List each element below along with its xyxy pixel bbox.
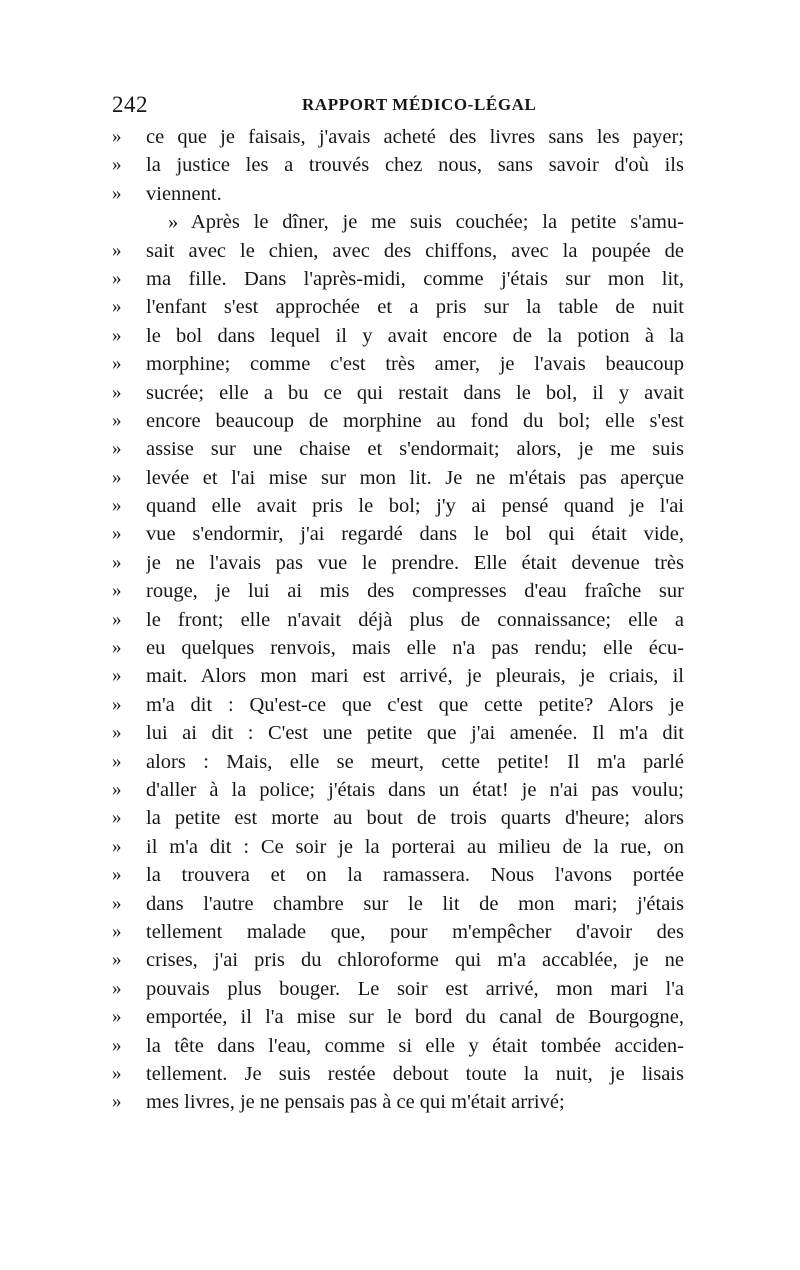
text-line (112, 890, 684, 918)
text-line (112, 946, 684, 974)
quotation-mark: » (112, 1006, 122, 1028)
text-line (112, 265, 684, 293)
line-text: je ne l'avais pas vue le prendre. Elle était devenue très (146, 551, 684, 574)
quotation-mark: » (112, 296, 122, 318)
quotation-mark: » (112, 324, 122, 346)
text-line (112, 748, 684, 776)
line-text: crises, j'ai pris du chloroforme qui m'a accablée, je ne (146, 949, 684, 972)
line-text: le bol dans lequel il y avait encore de la potion à la (146, 324, 684, 347)
line-text: mes livres, je ne pensais pas à ce qui m'était arrivé; (146, 1091, 565, 1114)
body-text (112, 123, 684, 1117)
text-line (112, 293, 684, 321)
text-line (112, 634, 684, 662)
quotation-mark: » (112, 920, 122, 942)
line-text: la tête dans l'eau, comme si elle y était tombée acciden- (146, 1034, 684, 1057)
line-text: levée et l'ai mise sur mon lit. Je ne m'étais pas aperçue (146, 466, 684, 489)
quotation-mark: » (112, 864, 122, 886)
text-line (112, 180, 684, 208)
line-text: la trouvera et on la ramassera. Nous l'avons portée (146, 864, 684, 887)
text-line (112, 1032, 684, 1060)
text-line (112, 322, 684, 350)
text-line (112, 804, 684, 832)
line-text: morphine; comme c'est très amer, je l'avais beaucoup (146, 353, 684, 376)
text-line (112, 435, 684, 463)
text-line (112, 577, 684, 605)
quotation-mark: » (112, 381, 122, 403)
quotation-mark: » (112, 523, 122, 545)
line-text: la petite est morte au bout de trois quarts d'heure; alors (146, 807, 684, 830)
text-line (112, 1088, 684, 1116)
quotation-mark: » (112, 608, 122, 630)
line-text: mait. Alors mon mari est arrivé, je pleurais, je criais, il (146, 665, 684, 688)
text-line (112, 975, 684, 1003)
line-text: sucrée; elle a bu ce qui restait dans le bol, il y avait (146, 381, 684, 404)
quotation-mark: » (112, 892, 122, 914)
quotation-mark: » (112, 1091, 122, 1113)
line-text: rouge, je lui ai mis des compresses d'eau fraîche sur (146, 580, 684, 603)
quotation-mark: » (112, 835, 122, 857)
quotation-mark: » (112, 438, 122, 460)
text-line (112, 833, 684, 861)
line-text: quand elle avait pris le bol; j'y ai pensé quand je l'ai (146, 495, 684, 518)
text-line (112, 691, 684, 719)
text-line (112, 1003, 684, 1031)
quotation-mark: » (112, 495, 122, 517)
quotation-mark: » (112, 665, 122, 687)
line-text: ma fille. Dans l'après-midi, comme j'étais sur mon lit, (146, 267, 684, 290)
quotation-mark: » (112, 239, 122, 261)
line-text: il m'a dit : Ce soir je la porterai au milieu de la rue, on (146, 835, 684, 858)
quotation-mark: » (112, 466, 122, 488)
text-line (112, 861, 684, 889)
quotation-mark: » (112, 1034, 122, 1056)
quotation-mark: » (112, 154, 122, 176)
line-text: lui ai dit : C'est une petite que j'ai amenée. Il m'a dit (146, 722, 684, 745)
line-text: assise sur une chaise et s'endormait; alors, je me suis (146, 438, 684, 461)
line-text: dans l'autre chambre sur le lit de mon mari; j'étais (146, 892, 684, 915)
line-text: emportée, il l'a mise sur le bord du canal de Bourgogne, (146, 1006, 684, 1029)
quotation-mark: » (112, 977, 122, 999)
text-line (112, 918, 684, 946)
text-line (112, 151, 684, 179)
quotation-mark: » (112, 778, 122, 800)
line-text: l'enfant s'est approchée et a pris sur la table de nuit (146, 296, 684, 319)
text-line (112, 379, 684, 407)
line-text: encore beaucoup de morphine au fond du bol; elle s'est (146, 409, 684, 432)
line-text: sait avec le chien, avec des chiffons, avec la poupée de (146, 239, 684, 262)
text-line (112, 520, 684, 548)
line-text: m'a dit : Qu'est-ce que c'est que cette petite? Alors je (146, 693, 684, 716)
quotation-mark: » (112, 693, 122, 715)
quotation-mark: » (112, 637, 122, 659)
line-text: le front; elle n'avait déjà plus de connaissance; elle a (146, 608, 684, 631)
quotation-mark: » (112, 750, 122, 772)
quotation-mark: » (112, 267, 122, 289)
text-line (112, 1060, 684, 1088)
text-line (112, 123, 684, 151)
text-line (112, 208, 684, 236)
text-line (112, 662, 684, 690)
text-line (112, 237, 684, 265)
quotation-mark: » (112, 126, 122, 147)
quotation-mark: » (112, 409, 122, 431)
line-text: tellement. Je suis restée debout toute la nuit, je lisais (146, 1062, 684, 1085)
quotation-mark: » (112, 949, 122, 971)
line-text: viennent. (146, 182, 222, 205)
quotation-mark: » (112, 182, 122, 204)
quotation-mark: » (112, 580, 122, 602)
line-text: d'aller à la police; j'étais dans un état! je n'ai pas voulu; (146, 778, 684, 801)
quotation-mark: » (112, 551, 122, 573)
text-line (112, 350, 684, 378)
text-line (112, 719, 684, 747)
line-text: ce que je faisais, j'avais acheté des livres sans les payer; (146, 126, 684, 148)
quotation-mark: » (112, 722, 122, 744)
text-line (112, 549, 684, 577)
quotation-mark: » (112, 807, 122, 829)
quotation-mark: » (112, 353, 122, 375)
line-text: vue s'endormir, j'ai regardé dans le bol qui était vide, (146, 523, 684, 546)
line-text: pouvais plus bouger. Le soir est arrivé, mon mari l'a (146, 977, 684, 1000)
line-text: la justice les a trouvés chez nous, sans savoir d'où ils (146, 154, 684, 177)
line-text: alors : Mais, elle se meurt, cette petite! Il m'a parlé (146, 750, 684, 773)
page-number: 242 (112, 92, 148, 117)
quotation-mark: » (112, 1062, 122, 1084)
running-title: RAPPORT MÉDICO-LÉGAL (302, 95, 537, 114)
text-line (112, 606, 684, 634)
line-text: eu quelques renvois, mais elle n'a pas rendu; elle écu- (146, 637, 684, 660)
text-line (112, 776, 684, 804)
page-header (112, 92, 684, 120)
line-text: » Après le dîner, je me suis couchée; la petite s'amu- (168, 211, 684, 234)
text-line (112, 464, 684, 492)
text-line (112, 492, 684, 520)
text-line (112, 407, 684, 435)
line-text: tellement malade que, pour m'empêcher d'avoir des (146, 920, 684, 943)
